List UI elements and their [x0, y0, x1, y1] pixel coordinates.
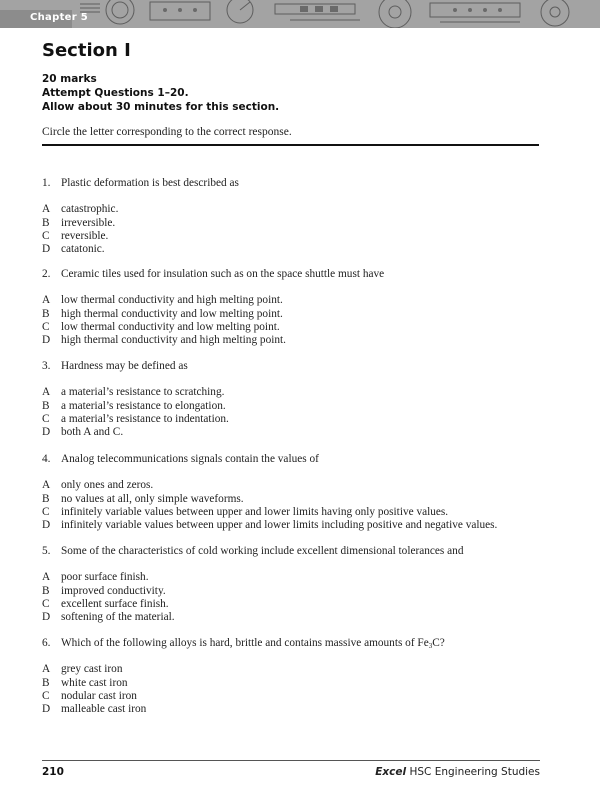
option-text: infinitely variable values between upper and lower limits having only positive values.	[61, 505, 449, 518]
footer-divider	[42, 760, 540, 761]
page-number: 210	[42, 766, 64, 778]
option-letter: D	[42, 703, 51, 716]
option-letter: B	[42, 676, 50, 689]
question-stem: Hardness may be defined as	[61, 360, 188, 372]
option-text: a material’s resistance to scratching.	[61, 386, 225, 399]
option-c[interactable]	[42, 230, 239, 243]
option-a[interactable]	[42, 203, 239, 216]
option-d[interactable]	[42, 703, 445, 716]
option-a[interactable]	[42, 386, 229, 399]
section-divider	[42, 144, 539, 146]
question-2	[42, 268, 384, 347]
question-number: 5.	[42, 545, 51, 557]
option-letter: A	[42, 203, 51, 216]
option-c[interactable]	[42, 598, 463, 611]
option-letter: B	[42, 307, 50, 320]
attempt-line: Attempt Questions 1–20.	[42, 87, 189, 99]
question-stem: Some of the characteristics of cold working include excellent dimensional tolerances and	[61, 545, 464, 557]
option-letter: D	[42, 519, 51, 532]
option-letter: A	[42, 571, 51, 584]
option-letter: C	[42, 412, 50, 425]
option-text: improved conductivity.	[61, 584, 166, 597]
running-title	[375, 766, 540, 778]
option-b[interactable]	[42, 400, 229, 413]
option-letter: C	[42, 229, 50, 242]
section-instructions	[42, 72, 279, 114]
option-text: catatonic.	[61, 243, 105, 256]
option-letter: B	[42, 216, 50, 229]
option-text: irreversible.	[61, 216, 116, 229]
option-a[interactable]	[42, 479, 497, 492]
question-stem: Ceramic tiles used for insulation such as on the space shuttle must have	[61, 268, 385, 280]
option-text: white cast iron	[61, 676, 128, 689]
option-c[interactable]	[42, 690, 445, 703]
option-letter: C	[42, 597, 50, 610]
option-letter: A	[42, 386, 51, 399]
option-letter: B	[42, 584, 50, 597]
option-d[interactable]	[42, 426, 229, 439]
question-stem	[61, 637, 445, 650]
option-text: reversible.	[61, 229, 109, 242]
option-c[interactable]	[42, 321, 384, 334]
option-letter: D	[42, 426, 51, 439]
option-a[interactable]	[42, 294, 384, 307]
option-text: low thermal conductivity and low melting point.	[61, 320, 280, 333]
chapter-label: Chapter 5	[30, 12, 88, 23]
option-text: both A and C.	[61, 426, 124, 439]
question-3	[42, 360, 229, 439]
option-c[interactable]	[42, 413, 229, 426]
option-b[interactable]	[42, 308, 384, 321]
option-letter: C	[42, 505, 50, 518]
option-text: excellent surface finish.	[61, 597, 169, 610]
chapter-banner	[0, 0, 600, 28]
option-letter: B	[42, 492, 50, 505]
option-d[interactable]	[42, 611, 463, 624]
option-d[interactable]	[42, 519, 497, 532]
option-text: a material’s resistance to elongation.	[61, 399, 226, 412]
option-letter: D	[42, 334, 51, 347]
option-letter: A	[42, 663, 51, 676]
question-number: 2.	[42, 268, 51, 280]
question-number: 4.	[42, 453, 51, 465]
option-b[interactable]	[42, 585, 463, 598]
option-text: malleable cast iron	[61, 703, 147, 716]
question-stem: Plastic deformation is best described as	[61, 177, 239, 189]
question-stem: Analog telecommunications signals contain the values of	[61, 453, 319, 465]
question-6	[42, 637, 445, 716]
question-number: 6.	[42, 637, 51, 649]
stem-text: Which of the following alloys is hard, brittle and contains massive amounts of Fe	[61, 637, 429, 649]
option-letter: C	[42, 320, 50, 333]
time-line: Allow about 30 minutes for this section.	[42, 101, 280, 113]
option-letter: B	[42, 399, 50, 412]
option-text: high thermal conductivity and high melting point.	[61, 334, 286, 347]
instruction-note: Circle the letter corresponding to the correct response.	[42, 126, 292, 138]
stem-subscript: 3	[428, 642, 433, 650]
option-b[interactable]	[42, 677, 445, 690]
book-title: HSC Engineering Studies	[409, 766, 540, 778]
engineering-panel-graphic	[0, 0, 600, 28]
option-text: low thermal conductivity and high melting point.	[61, 294, 283, 307]
option-letter: D	[42, 243, 51, 256]
question-number: 1.	[42, 177, 51, 189]
option-letter: A	[42, 294, 51, 307]
option-text: no values at all, only simple waveforms.	[61, 492, 244, 505]
section-title: Section I	[42, 40, 131, 61]
option-d[interactable]	[42, 243, 239, 256]
option-b[interactable]	[42, 493, 497, 506]
option-text: only ones and zeros.	[61, 479, 154, 492]
option-b[interactable]	[42, 217, 239, 230]
option-letter: C	[42, 689, 50, 702]
option-text: poor surface finish.	[61, 571, 149, 584]
option-letter: D	[42, 611, 51, 624]
question-5	[42, 545, 463, 624]
option-text: infinitely variable values between upper and lower limits including positive and negative values.	[61, 519, 498, 532]
marks-line: 20 marks	[42, 73, 97, 85]
option-text: grey cast iron	[61, 663, 123, 676]
question-1	[42, 177, 239, 256]
option-text: catastrophic.	[61, 203, 119, 216]
stem-text-end: C?	[432, 637, 445, 649]
option-c[interactable]	[42, 506, 497, 519]
option-a[interactable]	[42, 571, 463, 584]
option-letter: A	[42, 479, 51, 492]
brand-name: Excel	[375, 766, 407, 778]
question-number: 3.	[42, 360, 51, 372]
option-a[interactable]	[42, 663, 445, 676]
option-text: softening of the material.	[61, 611, 175, 624]
option-d[interactable]	[42, 334, 384, 347]
option-text: nodular cast iron	[61, 689, 137, 702]
question-4	[42, 453, 497, 532]
option-text: high thermal conductivity and low melting point.	[61, 307, 283, 320]
option-text: a material’s resistance to indentation.	[61, 412, 229, 425]
